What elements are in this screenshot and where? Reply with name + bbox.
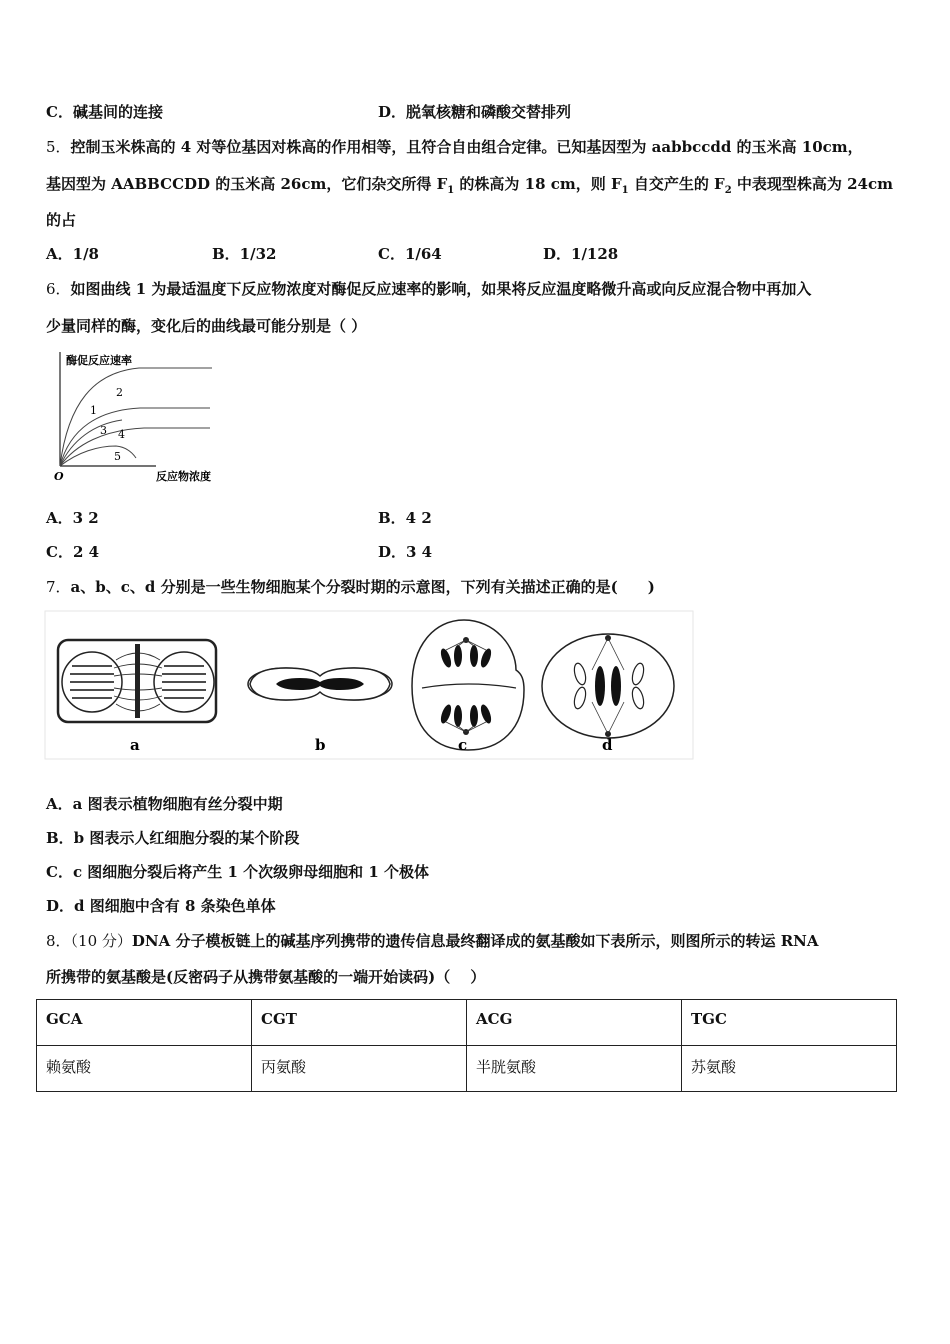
label-c: c	[458, 736, 468, 754]
q7-option-c: C．c 图细胞分裂后将产生 1 个次级卵母细胞和 1 个极体	[46, 863, 430, 881]
curve-label-2: 2	[116, 386, 123, 399]
q4-option-c: C．碱基间的连接	[46, 103, 163, 121]
q8-line-2: 所携带的氨基酸是(反密码子从携带氨基酸的一端开始读码)（ ）	[46, 968, 486, 986]
q5-stem-2a: 基因型为 AABBCCDD 的玉米高 26cm，它们杂交所得 F	[46, 175, 448, 193]
q8-line-1	[46, 931, 819, 951]
codon-table	[36, 999, 897, 1092]
codon-row	[37, 1000, 897, 1046]
label-a: a	[130, 736, 140, 754]
q5-stem-1: 控制玉米株高的 4 对等位基因对株高的作用相等，且符合自由组合定律。已知基因型为 aabbccdd 的玉米高 10cm，	[70, 138, 863, 156]
q7-stem-1: a、b、c、d 分别是一些生物细胞某个分裂时期的示意图，下列有关描述正确的是( )	[70, 578, 655, 596]
q4-option-d: D．脱氧核糖和磷酸交替排列	[378, 103, 572, 121]
q6-option-a: A．3 2	[46, 509, 99, 527]
curve-label-3: 3	[100, 424, 107, 437]
curve-4	[60, 428, 210, 466]
q7-number: 7．	[46, 578, 71, 596]
amino-acid-row	[37, 1046, 897, 1092]
amino-acid-cell: 赖氨酸	[37, 1046, 252, 1092]
q8-number: 8．（10 分）	[46, 932, 132, 950]
amino-acid-cell: 苏氨酸	[682, 1046, 897, 1092]
codon-cell: GCA	[37, 1000, 252, 1046]
q6-number: 6．	[46, 280, 71, 298]
q5-line-3: 的占	[46, 211, 77, 229]
curve-label-5: 5	[114, 450, 121, 463]
curve-2	[60, 368, 212, 466]
q5-stem-2b: 的株高为 18 cm，则 F	[454, 175, 622, 193]
q6-option-b: B．4 2	[378, 509, 432, 527]
q5-option-c: C．1/64	[378, 245, 442, 263]
q5-sub-f2: 2	[724, 185, 732, 196]
q7-line-1	[46, 577, 655, 597]
codon-cell: TGC	[682, 1000, 897, 1046]
q5-stem-2d: 中表现型株高为 24cm	[731, 175, 893, 193]
curve-label-4: 4	[118, 428, 125, 441]
q5-stem-2c: 自交产生的 F	[628, 175, 725, 193]
q6-line-2: 少量同样的酶，变化后的曲线最可能分别是（ ）	[46, 317, 367, 335]
codon-cell: ACG	[467, 1000, 682, 1046]
q5-option-a: A．1/8	[46, 245, 99, 263]
amino-acid-cell: 半胱氨酸	[467, 1046, 682, 1092]
q7-option-d: D．d 图细胞中含有 8 条染色单体	[46, 897, 276, 915]
label-b: b	[315, 736, 326, 754]
cell-division-figure	[44, 610, 694, 760]
amino-acid-cell: 丙氨酸	[252, 1046, 467, 1092]
x-axis-label: 反应物浓度	[156, 470, 211, 483]
q8-stem-1: DNA 分子模板链上的碱基序列携带的遗传信息最终翻译成的氨基酸如下表所示，则图所示的转运 RNA	[131, 932, 819, 950]
q6-stem-1: 如图曲线 1 为最适温度下反应物浓度对酶促反应速率的影响，如果将反应温度略微升高或向反应混合物中再加入	[70, 280, 812, 298]
q7-option-a: A．a 图表示植物细胞有丝分裂中期	[46, 795, 283, 813]
curve-5	[60, 446, 136, 466]
q7-option-b: B．b 图表示人红细胞分裂的某个阶段	[46, 829, 300, 847]
q5-line-2	[46, 174, 893, 201]
enzyme-rate-chart	[44, 348, 234, 490]
q6-option-d: D．3 4	[378, 543, 433, 561]
origin-label: O	[54, 470, 64, 483]
curve-label-1: 1	[90, 404, 97, 417]
q5-line-1	[46, 137, 863, 157]
y-axis-label: 酶促反应速率	[66, 354, 132, 367]
q5-option-b: B．1/32	[212, 245, 277, 263]
q5-number: 5．	[46, 138, 71, 156]
q5-sub-f1b: 1	[621, 185, 629, 196]
codon-cell: CGT	[252, 1000, 467, 1046]
q6-line-1	[46, 279, 811, 299]
q6-option-c: C．2 4	[46, 543, 100, 561]
q5-sub-f1a: 1	[447, 185, 455, 196]
label-d: d	[602, 736, 613, 754]
q5-option-d: D．1/128	[543, 245, 619, 263]
